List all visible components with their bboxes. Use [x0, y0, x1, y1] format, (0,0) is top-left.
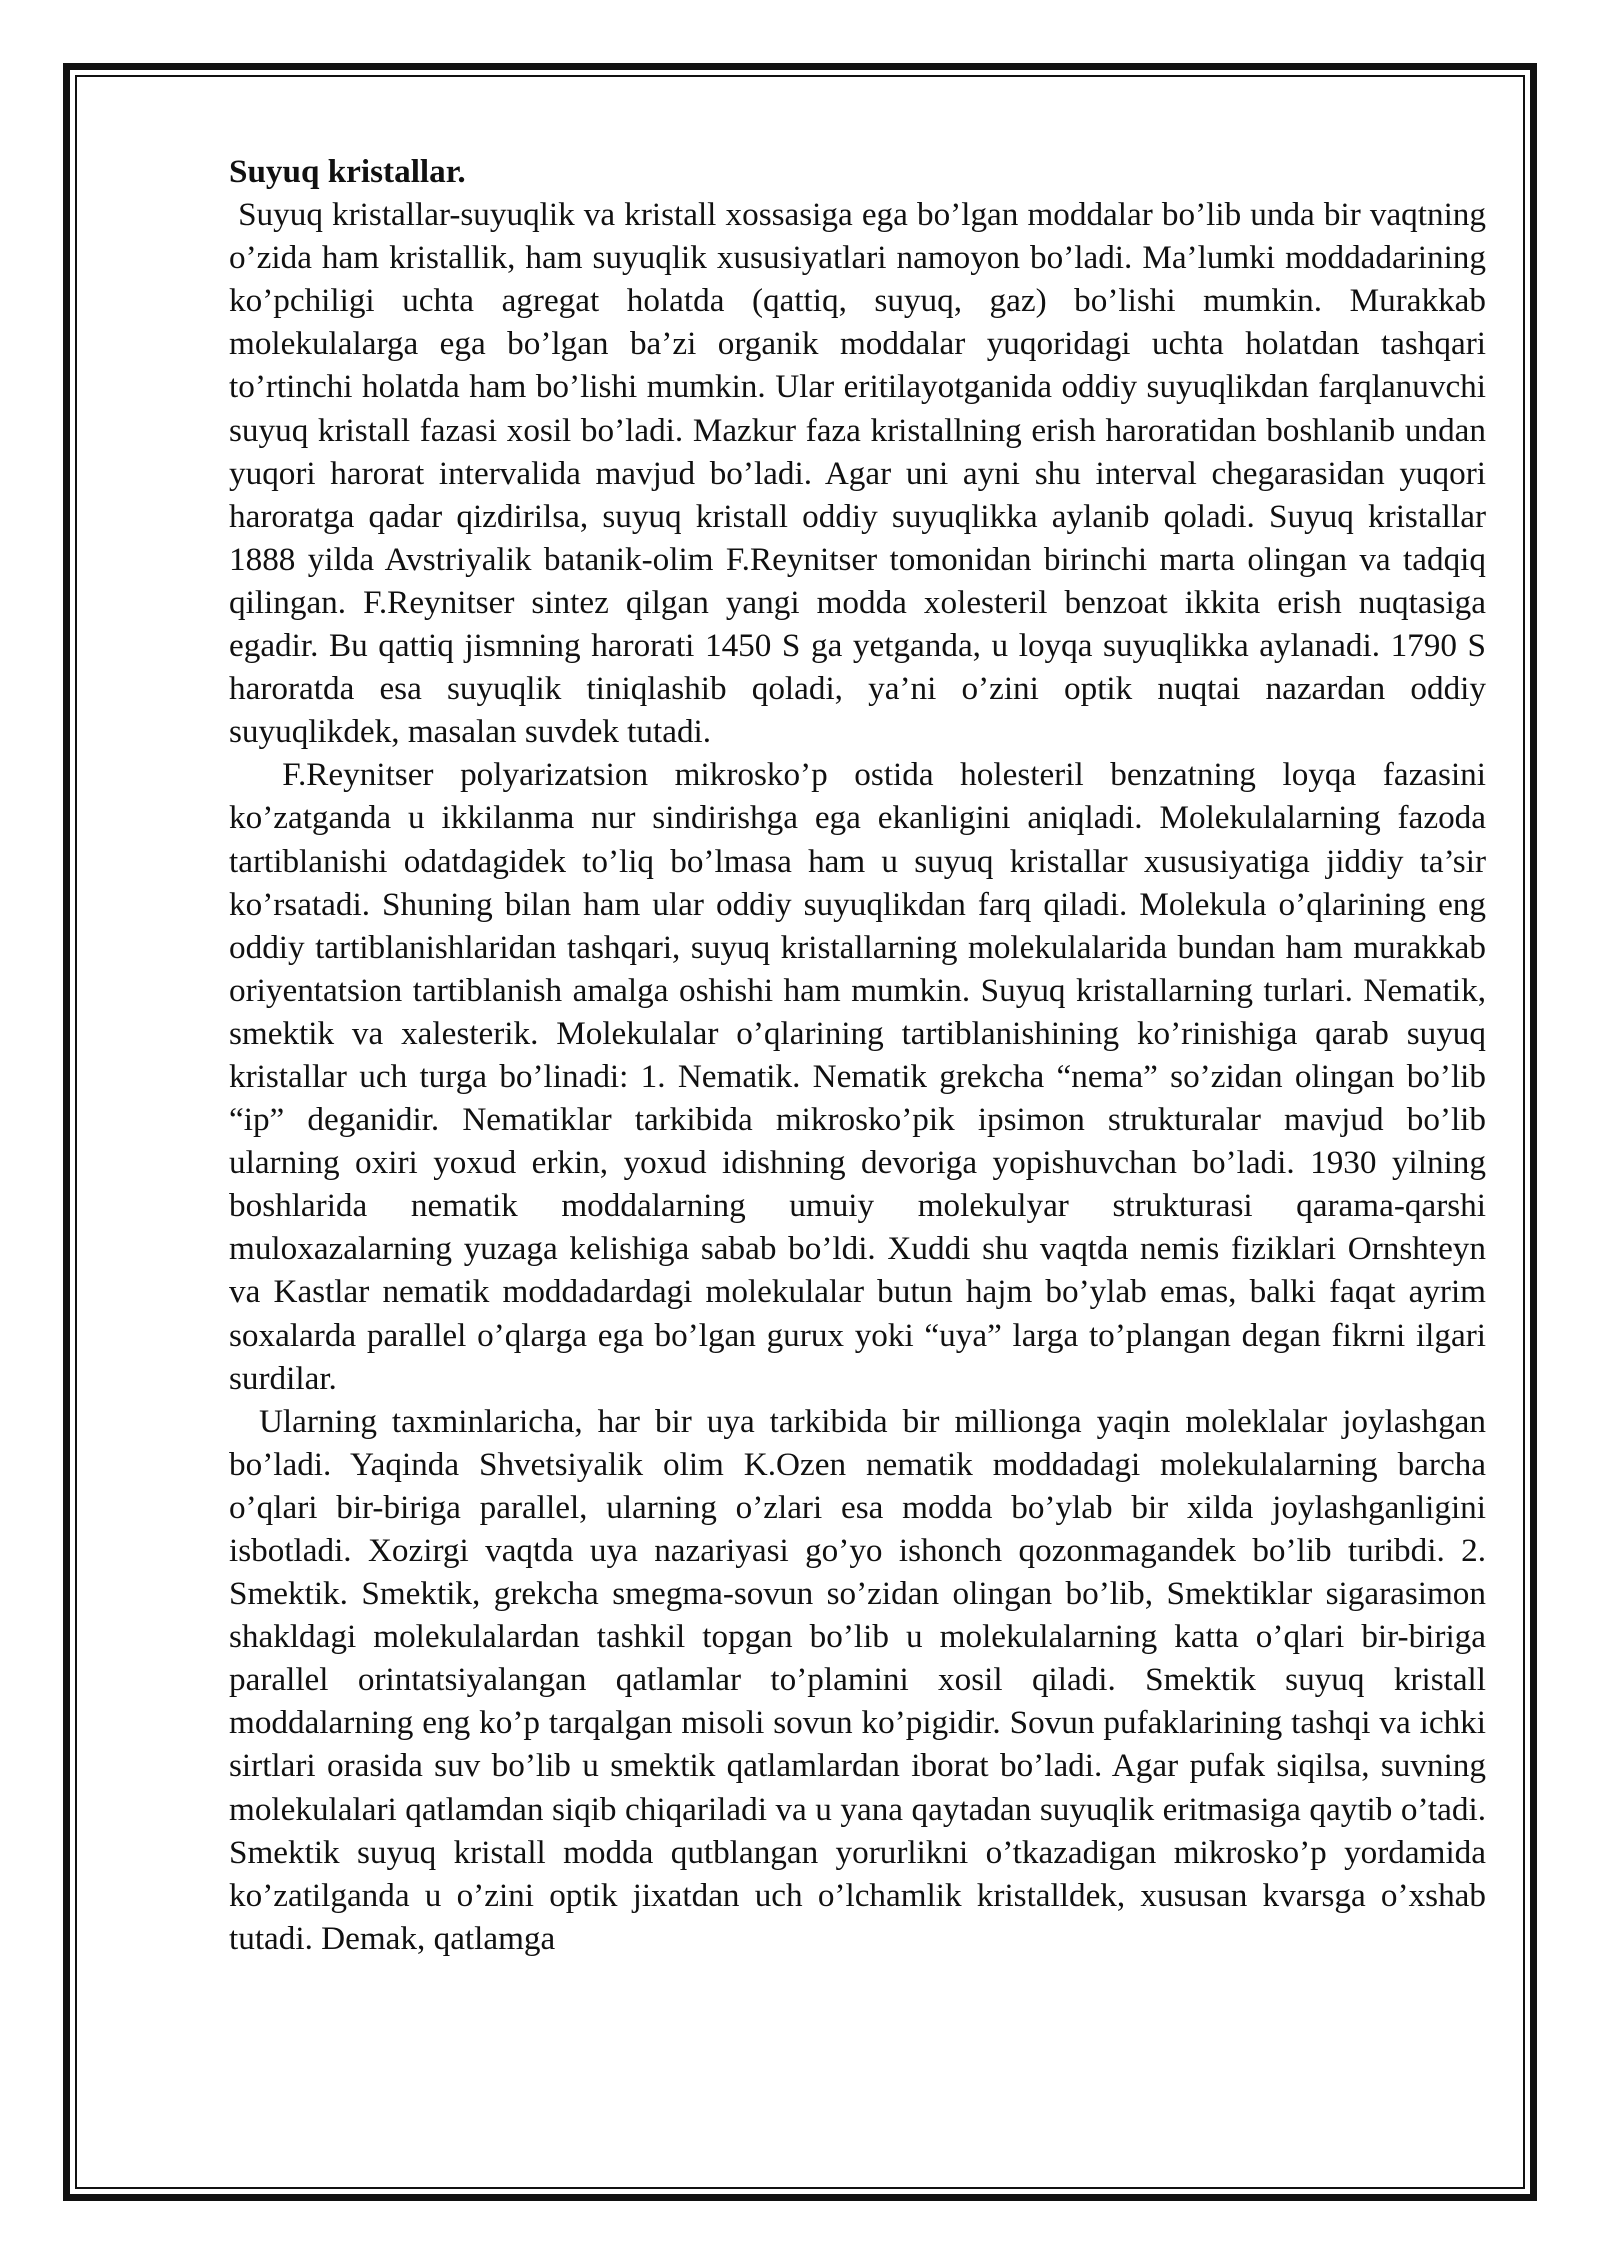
paragraph-3: Ularning taxminlaricha, har bir uya tarkibida bir millionga yaqin moleklalar joylashgan bo’ladi. Yaqinda Shvetsiyalik olim K.Ozen nematik moddadagi molekulalarning barcha o’qlari bir-biriga parallel, ularning o’zlari esa modda bo’ylab bir xilda joylashganligini isbotladi. Xozirgi vaqtda uya nazariyasi go’yo ishonch qozonmagandek bo’lib turibdi. 2. Smektik. Smektik, grekcha smegma-sovun so’zidan olingan bo’lib, Smektiklar sigarasimon shakldagi molekulalardan tashkil topgan bo’lib u molekulalarning katta o’qlari bir-biriga parallel orintatsiyalangan qatlamlar to’plamini xosil qiladi. Smektik suyuq kristall moddalarning eng ko’p tarqalgan misoli sovun ko’pigidir. Sovun pufaklarining tashqi va ichki sirtlari orasida suv bo’lib u smektik qatlamlardan iborat bo’ladi. Agar pufak siqilsa, suvning molekulalari qatlamdan siqib chiqariladi va u yana qaytadan suyuqlik eritmasiga qaytib o’tadi. Smektik suyuq kristall modda qutblangan yorurlikni o’tkazadigan mikrosko’p yordamida ko’zatilganda u o’zini optik jixatdan uch o’lchamlik kristalldek, xususan kvarsga o’xshab tutadi. Demak, qatlamga [229, 1402, 1486, 1957]
paragraph-2: F.Reynitser polyarizatsion mikrosko’p ostida holesteril benzatning loyqa fazasini ko’zatganda u ikkilanma nur sindirishga ega ekanligini aniqladi. Molekulalarning fazoda tartiblanishi odatdagidek to’liq bo’lmasa ham u suyuq kristallar xususiyatiga jiddiy ta’sir ko’rsatadi. Shuning bilan ham ular oddiy suyuqlikdan farq qiladi. Molekula o’qlarining eng oddiy tartiblanishlaridan tashqari, suyuq kristallarning molekulalarida bundan ham murakkab oriyentatsion tartiblanish amalga oshishi ham mumkin. Suyuq kristallarning turlari. Nematik, smektik va xalesterik. Molekulalar o’qlarining tartiblanishining ko’rinishiga qarab suyuq kristallar uch turga bo’linadi: 1. Nematik. Nematik grekcha “nema” so’zidan olingan bo’lib “ip” deganidir. Nematiklar tarkibida mikrosko’pik ipsimon strukturalar mavjud bo’lib ularning oxiri yoxud erkin, yoxud idishning devoriga yopishuvchan bo’ladi. 1930 yilning boshlarida nematik moddalarning umuiy molekulyar strukturasi qarama-qarshi muloxazalarning yuzaga kelishiga sabab bo’ldi. Xuddi shu vaqtda nemis fiziklari Ornshteyn va Kastlar nematik moddadardagi molekulalar butun hajm bo’ylab emas, balki faqat ayrim soxalarda parallel o’qlarga ega bo’lgan gurux yoki “uya” larga to’plangan degan fikrni ilgari surdilar. [229, 756, 1486, 1397]
document-body [229, 150, 1486, 1960]
paragraph-1: Suyuq kristallar-suyuqlik va kristall xossasiga ega bo’lgan moddalar bo’lib unda bir vaqtning o’zida ham kristallik, ham suyuqlik xususiyatlari namoyon bo’ladi. Ma’lumki moddadarining ko’pchiligi uchta agregat holatda (qattiq, suyuq, gaz) bo’lishi mumkin. Murakkab molekulalarga ega bo’lgan ba’zi organik moddalar yuqoridagi uchta holatdan tashqari to’rtinchi holatda ham bo’lishi mumkin. Ular eritilayotganida oddiy suyuqlikdan farqlanuvchi suyuq kristall fazasi xosil bo’ladi. Mazkur faza kristallning erish haroratidan boshlanib undan yuqori harorat intervalida mavjud bo’ladi. Agar uni ayni shu interval chegarasidan yuqori haroratga qadar qizdirilsa, suyuq kristall oddiy suyuqlikka aylanib qoladi. Suyuq kristallar 1888 yilda Avstriyalik batanik-olim F.Reynitser tomonidan birinchi marta olingan va tadqiq qilingan. F.Reynitser sintez qilgan yangi modda xolesteril benzoat ikkita erish nuqtasiga egadir. Bu qattiq jismning harorati 1450 S ga yetganda, u loyqa suyuqlikka aylanadi. 1790 S haroratda esa suyuqlik tiniqlashib qoladi, ya’ni o’zini optik nuqtai nazardan oddiy suyuqlikdek, masalan suvdek tutadi. [229, 196, 1486, 751]
document-title: Suyuq kristallar. [229, 153, 466, 190]
